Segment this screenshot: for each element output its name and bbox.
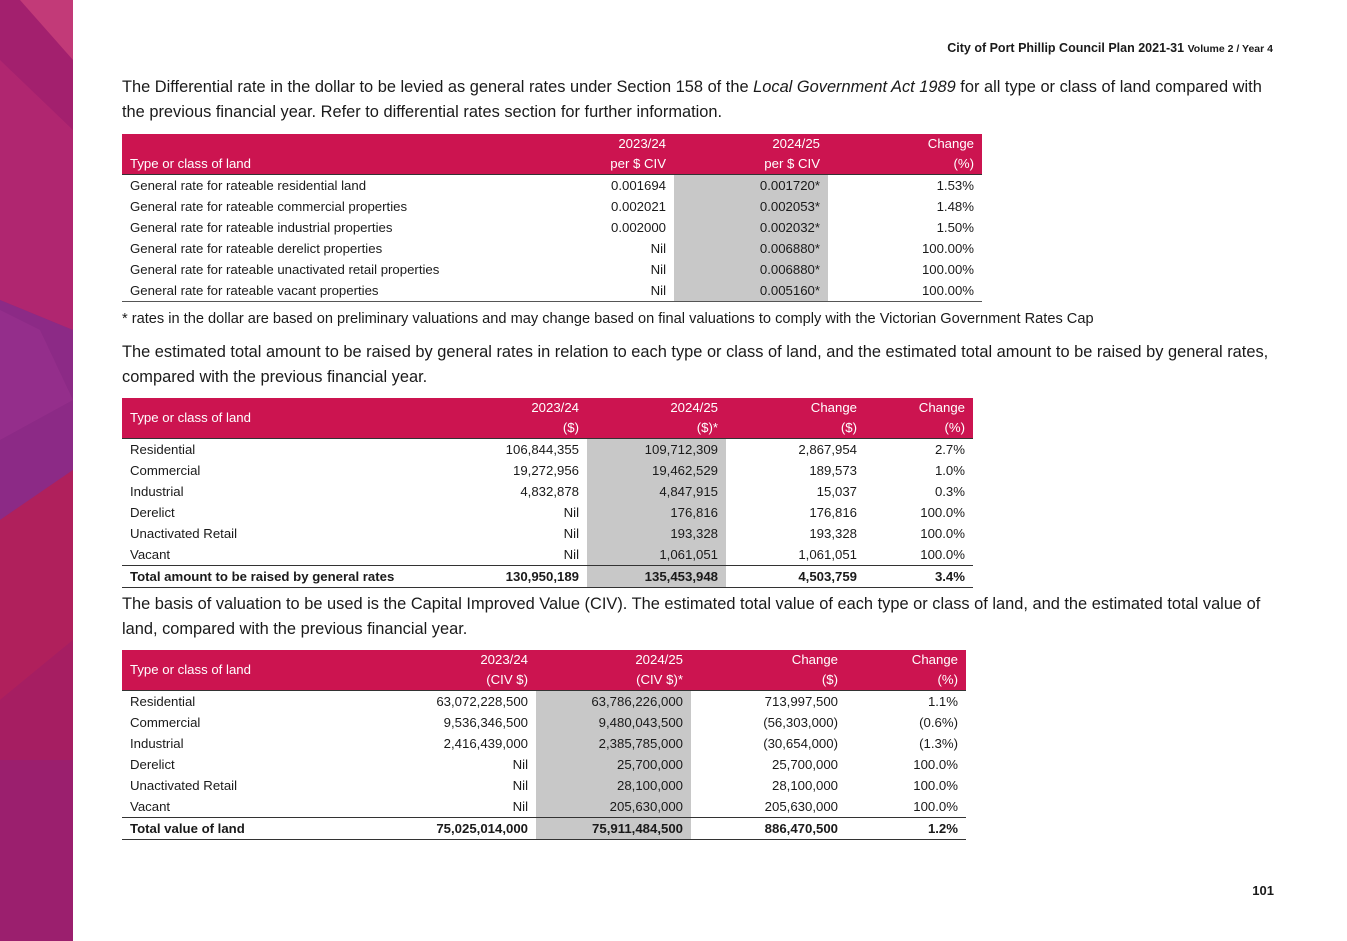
rates-footnote: * rates in the dollar are based on preliminary valuations and may change based on final valuations to comply with the Victorian Government Rates Cap xyxy=(122,311,1094,327)
change-value: 2,867,954 xyxy=(798,442,857,457)
table-row xyxy=(122,775,966,796)
total-label: Total value of land xyxy=(122,818,381,840)
change-pct: 100.0% xyxy=(920,547,965,562)
table-row xyxy=(122,196,982,217)
table-row xyxy=(122,796,966,818)
table-row xyxy=(122,439,973,461)
t3-header-change-pct: Change xyxy=(846,650,966,670)
curr-value: 109,712,309 xyxy=(587,439,726,461)
total-change: 886,470,500 xyxy=(691,818,846,840)
t1-header-curr-unit: per $ CIV xyxy=(674,154,828,175)
table-row xyxy=(122,238,982,259)
change-value: 713,997,500 xyxy=(764,694,838,709)
table-row xyxy=(122,712,966,733)
change-value: 189,573 xyxy=(809,463,857,478)
row-label: Unactivated Retail xyxy=(130,526,238,541)
curr-value: 0.005160* xyxy=(674,280,828,302)
header-title: City of Port Phillip Council Plan 2021-31 xyxy=(947,41,1185,55)
t2-header-change-pct-unit: (%) xyxy=(865,418,973,439)
prev-value: 0.001694 xyxy=(610,178,666,193)
total-row xyxy=(122,818,966,840)
side-band-graphic xyxy=(0,0,73,941)
row-label: Residential xyxy=(130,442,196,457)
total-row xyxy=(122,566,973,588)
row-label: Industrial xyxy=(130,736,184,751)
t3-header-curr-unit: (CIV $)* xyxy=(536,670,691,691)
land-value-table xyxy=(122,650,966,840)
prev-value: Nil xyxy=(650,262,666,277)
change-value: 1.50% xyxy=(936,220,974,235)
curr-value: 205,630,000 xyxy=(536,796,691,818)
prev-value: 63,072,228,500 xyxy=(436,694,528,709)
curr-value: 0.006880* xyxy=(674,238,828,259)
curr-value: 25,700,000 xyxy=(536,754,691,775)
table-row xyxy=(122,691,966,713)
total-pct: 3.4% xyxy=(865,566,973,588)
curr-value: 4,847,915 xyxy=(587,481,726,502)
change-value: 100.00% xyxy=(921,241,974,256)
prev-value: Nil xyxy=(563,505,579,520)
change-value: 25,700,000 xyxy=(771,757,838,772)
prev-value: Nil xyxy=(650,241,666,256)
row-label: General rate for rateable unactivated retail properties xyxy=(130,262,440,277)
curr-value: 19,462,529 xyxy=(587,460,726,481)
prev-value: Nil xyxy=(512,778,528,793)
total-curr: 75,911,484,500 xyxy=(536,818,691,840)
t2-header-change-pct: Change xyxy=(865,398,973,418)
t3-header-change-pct-unit: (%) xyxy=(846,670,966,691)
total-prev: 75,025,014,000 xyxy=(381,818,536,840)
t1-header-curr-year: 2024/25 xyxy=(674,134,828,154)
row-label: Residential xyxy=(130,694,196,709)
curr-value: 193,328 xyxy=(587,523,726,544)
row-label: General rate for rateable vacant properties xyxy=(122,280,520,302)
t1-header-prev-unit: per $ CIV xyxy=(520,154,674,175)
total-change: 4,503,759 xyxy=(726,566,865,588)
change-value: 1,061,051 xyxy=(798,547,857,562)
row-label: Commercial xyxy=(130,715,201,730)
table-row xyxy=(122,481,973,502)
t2-header-curr-unit: ($)* xyxy=(587,418,726,439)
row-label: General rate for rateable industrial properties xyxy=(130,220,393,235)
prev-value: 0.002021 xyxy=(610,199,666,214)
prev-value: Nil xyxy=(563,526,579,541)
table-row xyxy=(122,259,982,280)
total-curr: 135,453,948 xyxy=(587,566,726,588)
row-label: Vacant xyxy=(130,547,171,562)
t2-header-type: Type or class of land xyxy=(122,398,448,439)
table-row xyxy=(122,754,966,775)
t3-header-prev-unit: (CIV $) xyxy=(381,670,536,691)
change-value: 28,100,000 xyxy=(771,778,838,793)
intro-paragraph-differential-rate xyxy=(122,75,1282,125)
t2-header-prev-unit: ($) xyxy=(448,418,587,439)
t3-header-type: Type or class of land xyxy=(122,650,381,691)
curr-value: 2,385,785,000 xyxy=(536,733,691,754)
differential-rate-table xyxy=(122,134,982,302)
curr-value: 28,100,000 xyxy=(536,775,691,796)
change-pct: 1.1% xyxy=(927,694,958,709)
table-row xyxy=(122,217,982,238)
change-value: 100.00% xyxy=(828,280,982,302)
table-row xyxy=(122,280,982,302)
table-row xyxy=(122,502,973,523)
row-label: Derelict xyxy=(130,757,175,772)
change-pct: (0.6%) xyxy=(919,715,958,730)
curr-value: 1,061,051 xyxy=(587,544,726,566)
prev-value: Nil xyxy=(520,280,674,302)
change-value: 1.53% xyxy=(936,178,974,193)
t2-header-change: Change xyxy=(726,398,865,418)
change-value: 176,816 xyxy=(809,505,857,520)
prev-value: 2,416,439,000 xyxy=(443,736,528,751)
change-value: (30,654,000) xyxy=(763,736,838,751)
change-pct: 100.0% xyxy=(920,526,965,541)
row-label: General rate for rateable residential land xyxy=(130,178,367,193)
header-volume: Volume 2 / Year 4 xyxy=(1187,43,1273,55)
act-name: Local Government Act 1989 xyxy=(753,78,956,96)
general-rates-amount-table xyxy=(122,398,973,588)
change-pct: (1.3%) xyxy=(919,736,958,751)
change-pct: 100.0% xyxy=(913,799,958,814)
valuation-paragraph: The basis of valuation to be used is the Capital Improved Value (CIV). The estimated total value of each type or class of land, and the estimated total value of land, compared with the previous financial year. xyxy=(122,595,1261,638)
total-prev: 130,950,189 xyxy=(448,566,587,588)
change-pct: 0.3% xyxy=(934,484,965,499)
change-pct: 1.0% xyxy=(934,463,965,478)
t3-header-prev-year: 2023/24 xyxy=(381,650,536,670)
t3-header-change: Change xyxy=(691,650,846,670)
curr-value: 0.002053* xyxy=(674,196,828,217)
table-row xyxy=(122,544,973,566)
table-row xyxy=(122,733,966,754)
change-pct: 100.0% xyxy=(920,505,965,520)
t2-header-curr-year: 2024/25 xyxy=(587,398,726,418)
change-pct: 2.7% xyxy=(934,442,965,457)
curr-value: 176,816 xyxy=(587,502,726,523)
prev-value: 106,844,355 xyxy=(505,442,579,457)
change-value: 205,630,000 xyxy=(764,799,838,814)
curr-value: 0.001720* xyxy=(674,175,828,197)
total-pct: 1.2% xyxy=(846,818,966,840)
document-header xyxy=(947,41,1273,55)
table-row xyxy=(122,460,973,481)
change-pct: 100.0% xyxy=(913,778,958,793)
decorative-side-band xyxy=(0,0,73,941)
prev-value: Nil xyxy=(512,799,528,814)
row-label: General rate for rateable derelict properties xyxy=(130,241,383,256)
row-label: Unactivated Retail xyxy=(130,778,238,793)
t2-header-prev-year: 2023/24 xyxy=(448,398,587,418)
curr-value: 0.006880* xyxy=(674,259,828,280)
prev-value: Nil xyxy=(512,757,528,772)
total-label: Total amount to be raised by general rates xyxy=(122,566,448,588)
prev-value: 0.002000 xyxy=(610,220,666,235)
change-value: 1.48% xyxy=(936,199,974,214)
t1-header-prev-year: 2023/24 xyxy=(520,134,674,154)
change-pct: 100.0% xyxy=(913,757,958,772)
t2-header-change-unit: ($) xyxy=(726,418,865,439)
t1-header-spacer xyxy=(122,134,520,154)
prev-value: 19,272,956 xyxy=(512,463,579,478)
row-label: Industrial xyxy=(130,484,184,499)
general-rates-paragraph: The estimated total amount to be raised by general rates in relation to each type or class of land, and the estimated total amount to be raised by general rates, compared with the previous financial year. xyxy=(122,343,1269,386)
intro-text-part2: for all type or class of land compared with the previous financial year. Refer to differential rates section for further information. xyxy=(122,78,1262,121)
table-row xyxy=(122,523,973,544)
prev-value: 9,536,346,500 xyxy=(443,715,528,730)
prev-value: 4,832,878 xyxy=(520,484,579,499)
t1-header-type: Type or class of land xyxy=(122,154,520,175)
row-label: Commercial xyxy=(130,463,201,478)
row-label: Vacant xyxy=(130,799,171,814)
row-label: Derelict xyxy=(130,505,175,520)
t3-header-change-unit: ($) xyxy=(691,670,846,691)
t1-header-change-unit: (%) xyxy=(828,154,982,175)
change-value: (56,303,000) xyxy=(763,715,838,730)
page-number: 101 xyxy=(1252,883,1274,898)
intro-text-part1: The Differential rate in the dollar to be levied as general rates under Section 158 of the xyxy=(122,78,754,96)
curr-value: 63,786,226,000 xyxy=(536,691,691,713)
change-value: 15,037 xyxy=(816,484,857,499)
t1-header-change: Change xyxy=(828,134,982,154)
prev-value: Nil xyxy=(563,547,579,562)
change-value: 100.00% xyxy=(921,262,974,277)
t3-header-curr-year: 2024/25 xyxy=(536,650,691,670)
curr-value: 0.002032* xyxy=(674,217,828,238)
curr-value: 9,480,043,500 xyxy=(536,712,691,733)
table-row xyxy=(122,175,982,197)
row-label: General rate for rateable commercial properties xyxy=(130,199,408,214)
change-value: 193,328 xyxy=(809,526,857,541)
